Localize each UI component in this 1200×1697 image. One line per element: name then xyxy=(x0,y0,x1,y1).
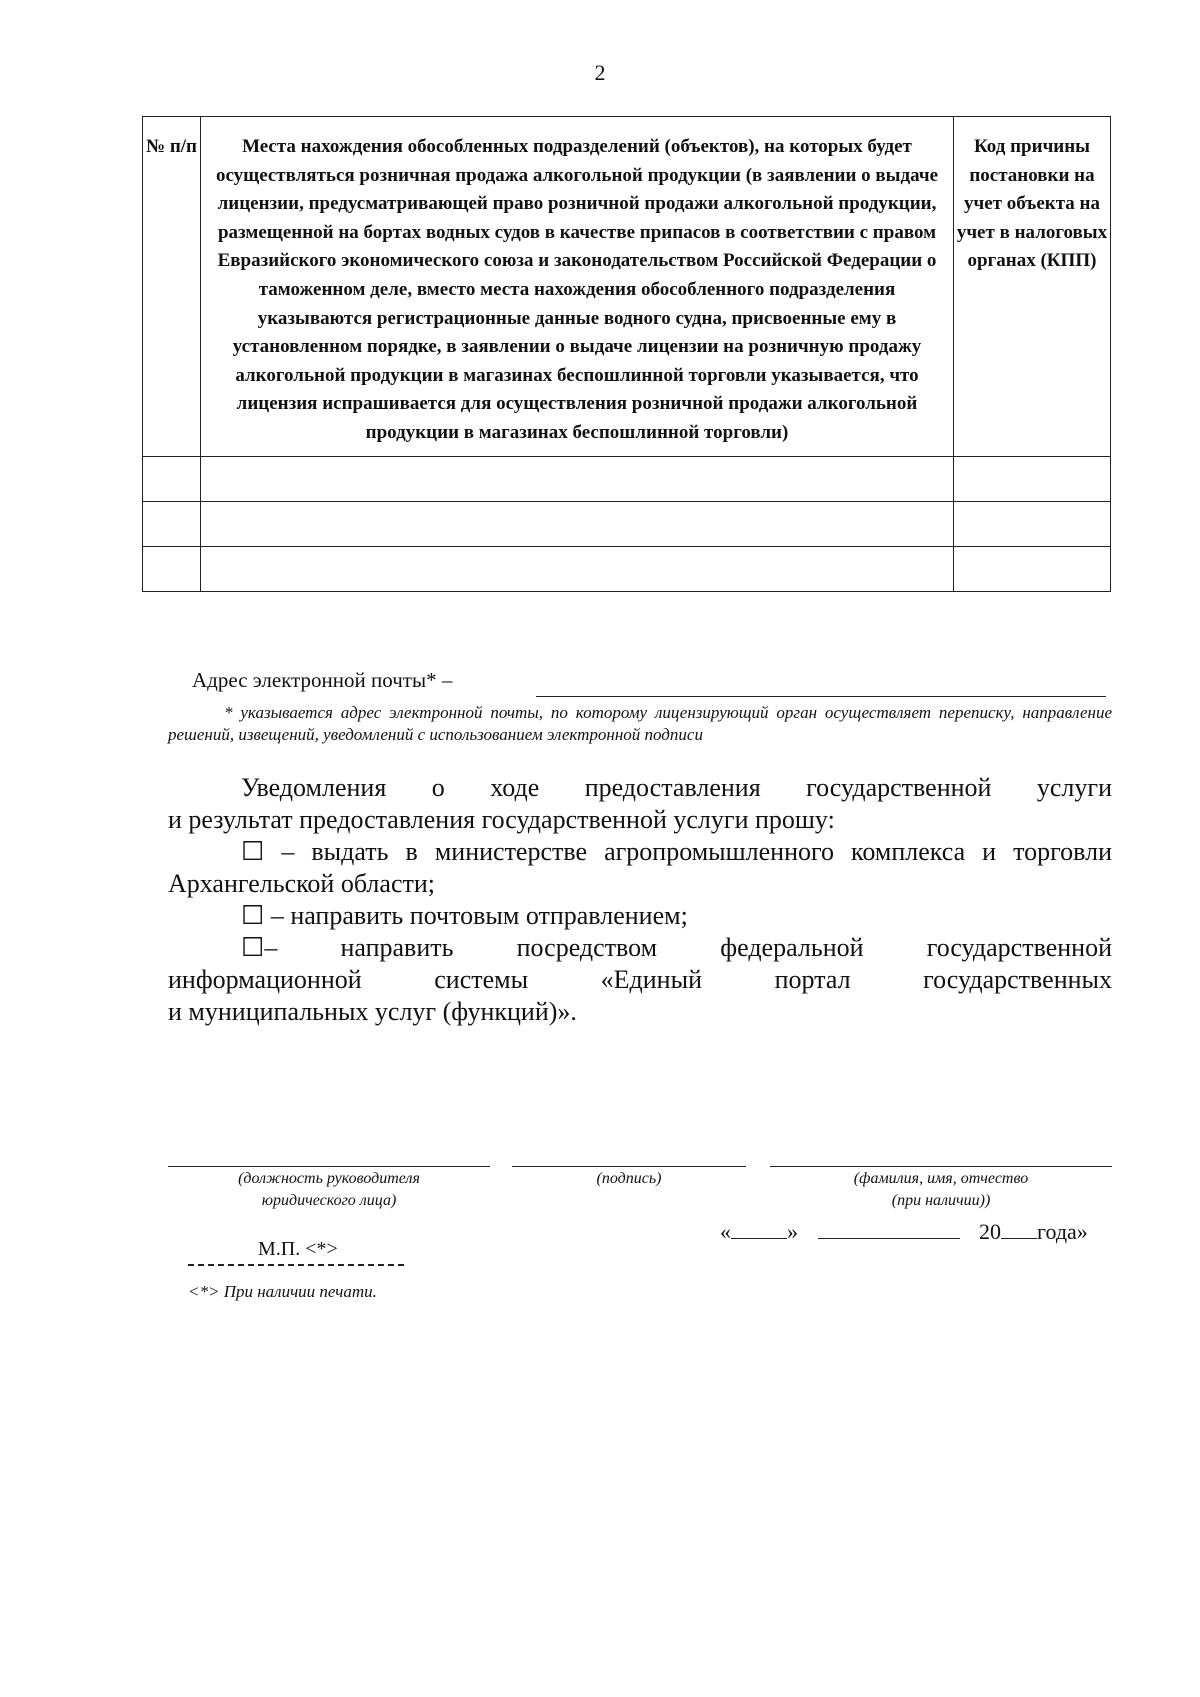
page-number: 2 xyxy=(594,60,606,85)
row-kpp-cell[interactable] xyxy=(954,546,1111,591)
row-kpp-cell[interactable] xyxy=(954,456,1111,501)
row-place-cell[interactable] xyxy=(201,456,954,501)
date-open-quote: « xyxy=(720,1219,731,1244)
name-line[interactable] xyxy=(770,1166,1112,1167)
date-field xyxy=(720,1216,1088,1245)
date-year-field[interactable] xyxy=(1001,1216,1037,1239)
checkbox-icon[interactable]: ☐ xyxy=(241,901,265,930)
notification-intro-line1: Уведомления о ходе предоставления государственной услуги xyxy=(241,773,1112,802)
position-line[interactable] xyxy=(168,1166,490,1167)
table-row xyxy=(143,501,1111,546)
header-place: Места нахождения обособленных подразделений (объектов), на которых будет осуществляться розничная продажа алкогольной продукции (в заявлении о выдаче лицензии, предусматривающей право розничной продажи алкогольной продукции, размещенной на бортах водных судов в качестве припасов в соответствии с правом Евразийского экономического союза и законодательством Российской Федерации о таможенном деле, вместо места нахождения обособленного подразделения указываются регистрационные данные водного судна, присвоенные ему в установленном порядке, в заявлении о выдаче лицензии на розничную продажу алкогольной продукции в магазинах беспошлинной торговли указывается, что лицензия испрашивается для осуществления розничной продажи алкогольной продукции в магазинах беспошлинной торговли) xyxy=(201,117,954,457)
row-place-cell[interactable] xyxy=(201,501,954,546)
notification-intro-line2: и результат предоставления государственной услуги прошу: xyxy=(168,805,835,834)
date-month-field[interactable] xyxy=(818,1216,960,1239)
date-year-prefix: 20 xyxy=(979,1219,1001,1244)
name-caption: (фамилия, имя, отчество (при наличии)) xyxy=(853,1170,1029,1209)
option-portal-row xyxy=(241,932,1112,964)
stamp-place-label: М.П. <*> xyxy=(258,1238,338,1260)
option-issue-label-1: – выдать в министерстве агропромышленного комплекса и торговли xyxy=(264,837,1112,866)
row-place-cell[interactable] xyxy=(201,546,954,591)
option-portal-label-2: информационной системы «Единый портал государственных xyxy=(168,965,1112,994)
date-close-quote: » xyxy=(787,1219,798,1244)
signature-caption: (подпись) xyxy=(596,1170,662,1187)
option-send-via-portal xyxy=(168,932,1112,964)
header-num: № п/п xyxy=(143,117,201,457)
checkbox-icon[interactable]: ☐ xyxy=(241,837,265,866)
row-num-cell[interactable] xyxy=(143,501,201,546)
email-label: Адрес электронной почты* – xyxy=(192,668,453,692)
option-portal-label-3: и муниципальных услуг (функций)». xyxy=(168,997,577,1026)
date-year-suffix: года» xyxy=(1037,1219,1088,1244)
objects-table xyxy=(142,116,1111,592)
table-row xyxy=(143,546,1111,591)
table-row xyxy=(143,456,1111,501)
email-footnote: * указывается адрес электронной почты, по которому лицензирующий орган осуществляет переписку, направление решений, извещений, уведомлений с использованием электронной подписи xyxy=(168,703,1112,744)
row-num-cell[interactable] xyxy=(143,546,201,591)
option-issue-label-2: Архангельской области; xyxy=(168,869,435,898)
checkbox-icon[interactable]: ☐ xyxy=(241,933,265,962)
option-send-by-post xyxy=(168,900,1112,932)
email-field[interactable] xyxy=(536,696,1106,697)
option-post-label: – направить почтовым отправлением; xyxy=(264,901,688,930)
stamp-footnote: <*> При наличии печати. xyxy=(188,1282,377,1301)
row-num-cell[interactable] xyxy=(143,456,201,501)
date-day-field[interactable] xyxy=(731,1216,787,1239)
header-kpp: Код причины постановки на учет объекта на учет в налоговых органах (КПП) xyxy=(954,117,1111,457)
signature-line[interactable] xyxy=(512,1166,746,1167)
row-kpp-cell[interactable] xyxy=(954,501,1111,546)
table-header-row xyxy=(143,117,1111,457)
option-issue-in-ministry xyxy=(168,836,1112,868)
option-portal-label-1: – направить посредством федеральной государственной xyxy=(264,933,1112,962)
position-caption: (должность руководителя юридического лица) xyxy=(238,1170,420,1209)
footnote-divider xyxy=(188,1264,404,1266)
